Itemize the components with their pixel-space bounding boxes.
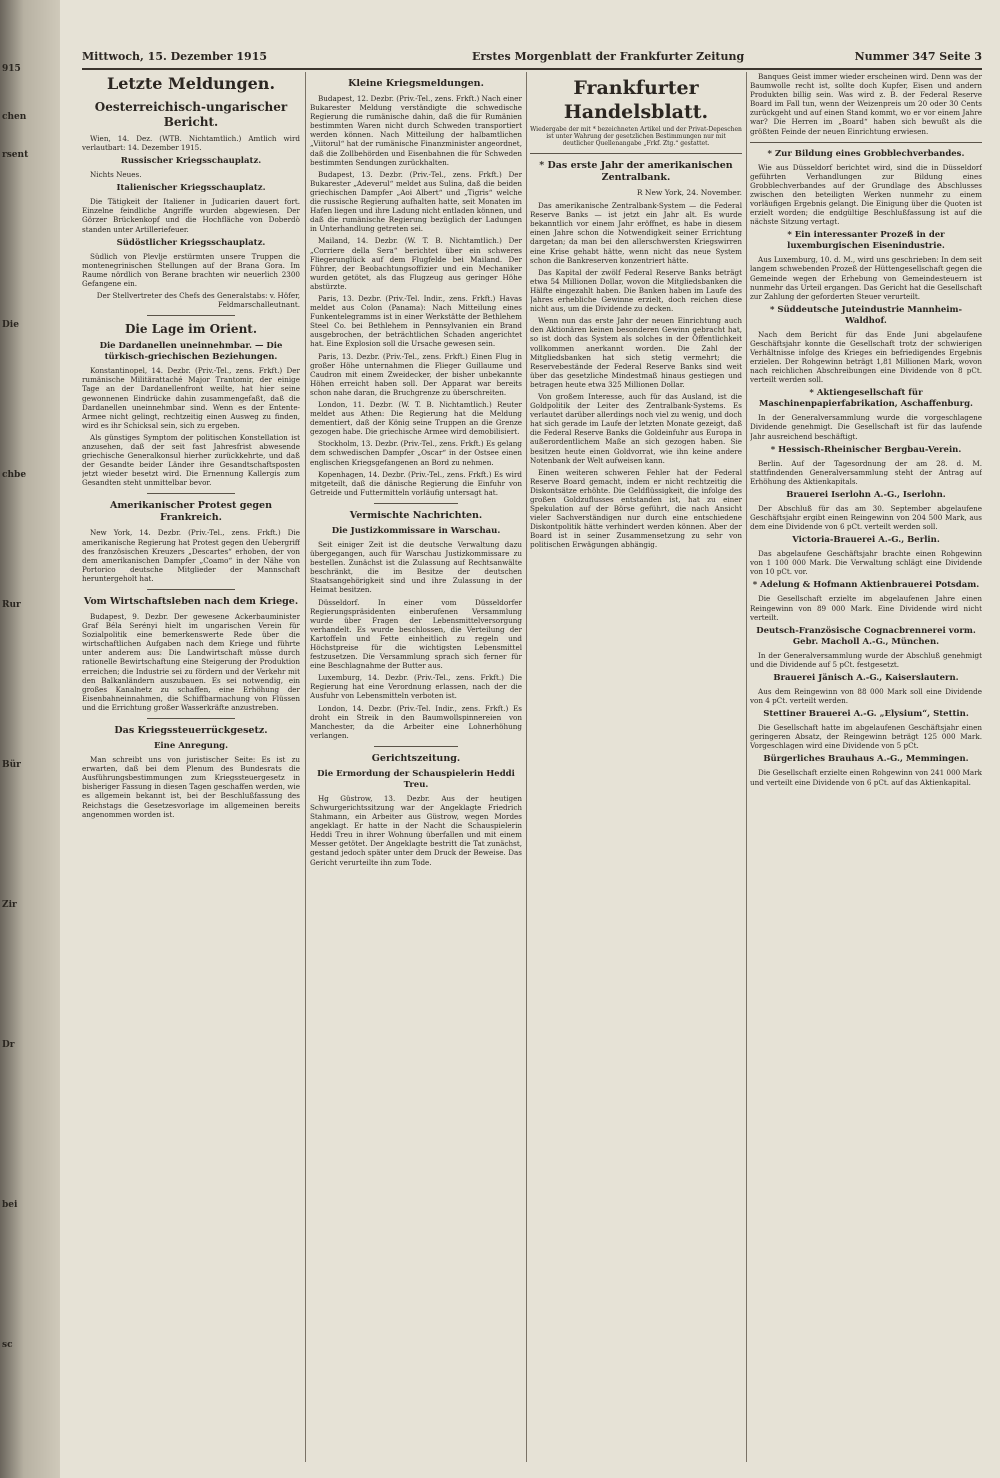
article-paragraph: Der Abschluß für das am 30. September abgelaufene Geschäftsjahr ergibt einen Reingewinn von 204 500 Mark, aus dem eine Dividende von 6 pCt. verteilt werden soll. bbox=[750, 503, 982, 532]
gutter-fragment: sc bbox=[2, 1340, 13, 1350]
section-title: Gerichtszeitung. bbox=[371, 752, 461, 764]
gutter-fragment: 915 bbox=[2, 64, 21, 74]
header-paper-title: Erstes Morgenblatt der Frankfurter Zeitung bbox=[472, 50, 745, 63]
divider bbox=[147, 315, 234, 316]
article-title: Das Kriegssteuerrückgesetz. bbox=[114, 725, 268, 737]
article-paragraph: Budapest, 13. Dezbr. (Priv.-Tel., zens. Frkft.) Der Bukarester „Adeverul“ meldet aus Sulina, daß die beiden griechischen Dampfer „Aoi Albert“ und „Tigris“ welche die russische Regierung aufhalten hatte, seit Monaten im Hafen liegen und ihre Ladung nicht entladen können, und daß die rumänische Regierung bezüglich der Ladungen in Unterhandlung getreten sei. bbox=[310, 169, 522, 234]
article-paragraph: In der Generalversammlung wurde die vorgeschlagene Dividende genehmigt. Die Gesellschaft ist für das laufende Jahr ausreichend beschäftigt. bbox=[750, 413, 982, 441]
article-paragraph: Konstantinopel, 14. Dezbr. (Priv.-Tel., zens. Frkft.) Der rumänische Militärattaché Major Trantomir, der einige Tage an der Dardanellenfront weilte, hat hier seine gewonnenen Eindrücke dahin zusammengefaßt, daß die Dardanellen uneinnehmbar sind. Wenn es der Entente-Armee nicht gelingt, rechtzeitig einen Ausweg zu finden, wird es ihr Schicksal sein, sich zu ergeben. bbox=[82, 366, 300, 430]
article-title: Amerikanischer Protest gegen Frankreich. bbox=[110, 500, 272, 524]
article-paragraph: Stockholm, 13. Dezbr. (Priv.-Tel., zens. Frkft.) Es gelang dem schwedischen Dampfer „Oscar“ in der Ostsee einen englischen Kriegsgefangenen an Bord zu nehmen. bbox=[310, 439, 522, 467]
article-paragraph: Die Tätigkeit der Italiener in Judicarien dauert fort. Einzelne feindliche Angriffe wurden abgewiesen. Der Görzer Brückenkopf und die Hochfläche von Doberdò standen unter Artilleriefeuer. bbox=[82, 197, 300, 234]
gutter-fragment: Bür bbox=[2, 760, 21, 770]
article-paragraph: Wien, 14. Dez. (WTB. Nichtamtlich.) Amtlich wird verlautbart: 14. Dezember 1915. bbox=[82, 134, 300, 153]
left-page-gutter bbox=[0, 0, 60, 1478]
article-paragraph: Südlich von Plevlje erstürmten unsere Truppen die montenegrinischen Stellungen auf der Brana Gora. Im Raume nördlich von Berane brachten wir neuerlich 2300 Gefangene ein. bbox=[82, 251, 300, 288]
article-paragraph: Aus dem Reingewinn von 88 000 Mark soll eine Dividende von 4 pCt. verteilt werden. bbox=[750, 686, 982, 706]
divider bbox=[750, 142, 982, 143]
article-paragraph: Einen weiteren schweren Fehler hat der Federal Reserve Board gemacht, indem er nicht rechtzeitig die Diskontsätze erhöhte. Die Geldflüssigkeit, die infolge des großen Goldzuflusses entstanden ist, hat zu einer Spekulation auf der Börse geführt, die nach Ansicht vieler Sachverständigen nur durch eine entschiedene Diskontpolitik hätte verhindert werden können. Aber der Board ist in seiner Zusammensetzung zu sehr von politischen Erwägungen abhängig. bbox=[530, 467, 742, 550]
article-paragraph: Nach dem Bericht für das Ende Juni abgelaufene Geschäftsjahr konnte die Gesellschaft trotz der schwierigen Verhältnisse infolge des Krieges ein befriedigendes Ergebnis erzielen. Der Rohgewinn beträgt 1,81 Millionen Mark, wovon nach reichlichen Abschreibungen eine Dividende von 8 pCt. verteilt werden soll. bbox=[750, 329, 982, 385]
article-paragraph: Das amerikanische Zentralbank-System — die Federal Reserve Banks — ist jetzt ein Jahr alt. Es wurde bekanntlich vor einem Jahr eröffnet, es habe in diesem einen Jahre schon die Notwendigkeit seiner Errichtung dargetan; da man bei den allerschwersten Kriegswirren eine Krise gehabt hätte, wenn nicht das neue System schon die Bankreserven konzentriert hätte. bbox=[530, 201, 742, 265]
gutter-fragment: bei bbox=[2, 1200, 18, 1210]
subheading: Die Justizkommissare in Warschau. bbox=[331, 525, 501, 536]
article-paragraph: Nichts Neues. bbox=[90, 170, 142, 180]
subheading: Eine Anregung. bbox=[153, 741, 229, 752]
subheading: Russischer Kriegsschauplatz. bbox=[120, 156, 262, 167]
article-paragraph: Aus Luxemburg, 10. d. M., wird uns geschrieben: In dem seit langem schwebenden Prozeß der Hüttengesellschaft gegen die Gemeinde wegen der Erhebung von Gemeindesteuern ist nunmehr das Urteil ergangen. Das Gericht hat die Gesellschaft zur Zahlung der geforderten Steuer verurteilt. bbox=[750, 255, 982, 301]
article-paragraph: Die Gesellschaft erzielte einen Rohgewinn von 241 000 Mark und verteilt eine Dividende von 6 pCt. auf das Aktienkapital. bbox=[750, 768, 982, 787]
article-paragraph: Seit einiger Zeit ist die deutsche Verwaltung dazu übergegangen, auch für Warschau Justizkommissare zu bestellen. Zunächst ist die Zulassung auf Rechtsanwälte beschränkt, die im Besitze der deutschen Staatsangehörigkeit sind und ihre Zulassung in der Heimat besitzen. bbox=[310, 539, 522, 595]
article-paragraph: Luxemburg, 14. Dezbr. (Priv.-Tel., zens. Frkft.) Die Regierung hat eine Verordnung erlassen, nach der die Ausfuhr von Lebensmitteln verboten ist. bbox=[310, 673, 522, 701]
article-paragraph: Das abgelaufene Geschäftsjahr brachte einen Rohgewinn von 1 100 000 Mark. Die Verwaltung schlägt eine Dividende von 10 pCt. vor. bbox=[750, 549, 982, 577]
article-title: Die Lage im Orient. bbox=[124, 322, 258, 337]
article-paragraph: Kopenhagen, 14. Dezbr. (Priv.-Tel., zens. Frkft.) Es wird mitgeteilt, daß die dänische Regierung die Einfuhr von Getreide und Futtermitteln vorläufig untersagt hat. bbox=[310, 469, 522, 497]
article-title: * Das erste Jahr der amerikanischen Zentralbank. bbox=[539, 160, 733, 183]
section-title: Letzte Meldungen. bbox=[106, 74, 276, 93]
notice-title: * Hessisch-Rheinischer Bergbau-Verein. bbox=[770, 444, 962, 455]
article-paragraph: Das Kapital der zwölf Federal Reserve Banks beträgt etwa 54 Millionen Dollar, wovon die Mitgliedsbanken die Hälfte eingezahlt haben. Die Banken haben im Laufe des Jahres erhebliche Gewinne erzielt, doch reichen diese nicht aus, um die Dividende zu decken. bbox=[530, 267, 742, 314]
gutter-fragment: rsent bbox=[2, 150, 29, 160]
column-commerce bbox=[530, 72, 742, 1462]
notice-title: Bürgerliches Brauhaus A.-G., Memmingen. bbox=[763, 754, 969, 765]
notice-title: * Zur Bildung eines Grobblechverbandes. bbox=[767, 148, 965, 159]
divider bbox=[374, 746, 459, 747]
section-title: Kleine Kriegsmeldungen. bbox=[348, 78, 484, 89]
column-latest-news bbox=[82, 72, 300, 1462]
notice-title: Brauerei Iserlohn A.-G., Iserlohn. bbox=[786, 489, 946, 500]
notice-title: Brauerei Jänisch A.-G., Kaiserslautern. bbox=[773, 672, 959, 683]
notice-title: * Ein interessanter Prozeß in der luxemburgischen Eisenindustrie. bbox=[787, 230, 945, 252]
gutter-fragment: Rur bbox=[2, 600, 21, 610]
gutter-fragment: chbe bbox=[2, 470, 27, 480]
article-paragraph: Wie aus Düsseldorf berichtet wird, sind die in Düsseldorf geführten Verhandlungen zur Bildung eines Grobblechverbandes auf der Grundlage des Abschlusses zwischen den beteiligten Werken nunmehr zu einem vorläufigen Ergebnis gelangt. Die Einigung über die Quoten ist erzielt worden; die endgültige Beschlußfassung ist auf die nächste Sitzung vertagt. bbox=[750, 162, 982, 227]
notice-title: * Adelung & Hofmann Aktienbrauerei Potsdam. bbox=[752, 580, 980, 591]
article-paragraph: New York, 14. Dezbr. (Priv.-Tel., zens. Frkft.) Die amerikanische Regierung hat Protest gegen den Uebergriff des französischen Kreuzers „Descartes“ erhoben, der von dem amerikanischen Dampfer „Coamo“ in der Nähe von Portorico deutsche Mitglieder der Mannschaft heruntergeholt hat. bbox=[82, 528, 300, 583]
article-paragraph: Paris, 13. Dezbr. (Priv.-Tel., zens. Frkft.) Einen Flug in großer Höhe unternahmen die Flieger Guillaume und Caudron mit einem Zweidecker, der bisher unbekannte Höhen erreicht haben soll. Der Apparat war bereits schon nahe daran, die Bruchgrenze zu überschreiten. bbox=[310, 351, 522, 397]
article-paragraph: London, 11. Dezbr. (W. T. B. Nichtamtlich.) Reuter meldet aus Athen: Die Regierung hat die Meldung dementiert, daß der König seine Truppen an die Grenze gezogen habe. Die griechische Armee wird demobilisiert. bbox=[310, 400, 522, 437]
newspaper-page bbox=[60, 0, 1000, 1478]
column-business-notices bbox=[750, 72, 982, 1462]
page-header bbox=[82, 48, 982, 70]
column-rule bbox=[305, 72, 306, 1462]
notice-title: Victoria-Brauerei A.-G., Berlin. bbox=[792, 535, 940, 546]
article-paragraph: Wenn nun das erste Jahr der neuen Einrichtung auch den Aktionären keinen besonderen Gewinn gebracht hat, so ist doch das System als solches in der Öffentlichkeit vollkommen anerkannt worden. Die Zahl der Mitgliedsbanken hat sich stetig vermehrt; die Reservebestände der Federal Reserve Banks sind weit über das gesetzliche Mindestmaß hinaus gestiegen und betragen heute etwa 325 Millionen Dollar. bbox=[530, 316, 742, 389]
article-paragraph: Paris, 13. Dezbr. (Priv.-Tel. Indir., zens. Frkft.) Havas meldet aus Colon (Panama): Nach Mitteilung eines Funkentelegramms ist in einer Werkstätte der Bethlehem Steel Co. bei Bethlehem in Pennsylvanien ein Brand ausgebrochen, der beträchtlichen Schaden angerichtet hat. Eine Explosion soll die Ursache gewesen sein. bbox=[310, 293, 522, 349]
header-page-number: Nummer 347 Seite 3 bbox=[854, 50, 982, 63]
article-title: Vom Wirtschaftsleben nach dem Kriege. bbox=[83, 596, 299, 607]
article-paragraph: Man schreibt uns von juristischer Seite: Es ist zu erwarten, daß bei dem Plenum des Bundesrats die Ausführungsbestimmungen zum Kriegssteuergesetz in bisheriger Fassung in diesen Tagen geschaffen werden, wie es allgemein bekannt ist, bei der Beschlußfassung des Reichstags die Gesetzesvorlage im allgemeinen bereits angenommen worden ist. bbox=[82, 755, 300, 819]
article-paragraph: In der Generalversammlung wurde der Abschluß genehmigt und die Dividende auf 5 pCt. festgesetzt. bbox=[750, 650, 982, 669]
section-masthead: Frankfurter Handelsblatt. bbox=[563, 77, 709, 123]
article-signature: Der Stellvertreter des Chefs des Generalstabs: v. Höfer, Feldmarschalleutnant. bbox=[96, 291, 300, 310]
divider bbox=[147, 493, 234, 494]
article-paragraph: Berlin. Auf der Tagesordnung der am 28. d. M. stattfindenden Generalversammlung steht der Antrag auf Erhöhung des Aktienkapitals. bbox=[750, 458, 982, 486]
divider bbox=[374, 503, 459, 504]
article-paragraph: Düsseldorf. In einer vom Düsseldorfer Regierungspräsidenten einberufenen Versammlung wurde über Fragen der Lebensmittelversorgung verhandelt. Es wurde beschlossen, die Verteilung der Kartoffeln und Fette einheitlich zu regeln und Höchstpreise für die wichtigsten Lebensmittel festzusetzen. Die Versammlung sprach sich ferner für eine Beschlagnahme der Butter aus. bbox=[310, 597, 522, 671]
article-title: Oesterreichisch-ungarischer Bericht. bbox=[94, 100, 288, 129]
article-paragraph: Mailand, 14. Dezbr. (W. T. B. Nichtamtlich.) Der „Corriere della Sera“ berichtet über ein schweres Fliegerunglück auf dem Flugfelde bei Mailand. Der Führer, der Beobachtungsoffizier und ein Mechaniker wurden getötet, als das Flugzeug aus geringer Höhe abstürzte. bbox=[310, 236, 522, 291]
article-paragraph: Als günstiges Symptom der politischen Konstellation ist anzusehen, daß der seit fast Jahresfrist abwesende griechische Generalkonsul hierher zurückkehrte, und daß der Gesandte beider Länder ihre Gesandtschaftsposten jetzt wieder besetzt wird. Die Ernennung Kallergis zum Gesandten steht unmittelbar bevor. bbox=[82, 432, 300, 488]
subheading: Italienischer Kriegsschauplatz. bbox=[116, 183, 266, 194]
gutter-fragment: Die bbox=[2, 320, 19, 330]
gutter-fragment: Zir bbox=[2, 900, 17, 910]
section-title: Vermischte Nachrichten. bbox=[349, 509, 483, 521]
notice-title: Deutsch-Französische Cognacbrennerei vorm. Gebr. Macholl A.-G., München. bbox=[756, 625, 976, 647]
article-paragraph: Banques Geist immer wieder erscheinen wird. Denn was der Baumwolle recht ist, sollte doch Kupfer, Eisen und andern Produkten billig sein. Was wird z. B. der Federal Reserve Board im Fall tun, wenn der Weizenpreis um 20 oder 30 Cents zurückgeht und auf einen Stand kommt, wo er vor einem Jahre war? Die Herren im „Board“ haben sich bewußt als die größten Feinde der neuen Einrichtung erwiesen. bbox=[750, 72, 982, 136]
article-paragraph: Die Gesellschaft erzielte im abgelaufenen Jahre einen Reingewinn von 89 000 Mark. Eine Dividende wird nicht verteilt. bbox=[750, 594, 982, 622]
divider bbox=[147, 718, 234, 719]
column-war-news bbox=[310, 72, 522, 1462]
header-date: Mittwoch, 15. Dezember 1915 bbox=[82, 50, 267, 63]
notice-title: * Süddeutsche Juteindustrie Mannheim-Waldhof. bbox=[769, 304, 963, 326]
column-rule bbox=[526, 72, 527, 1462]
gutter-fragment: chen bbox=[2, 112, 27, 122]
subheading: Die Ermordung der Schauspielerin Heddi Treu. bbox=[317, 768, 515, 790]
article-paragraph: Von großem Interesse, auch für das Ausland, ist die Goldpolitik der Leiter des Zentralbank-Systems. Es verlautet darüber allerdings noch viel zu wenig, und doch hat sich gerade im Laufe der letzten Monate gezeigt, daß die Federal Reserve Banks die Goldeinfuhr aus Europa in außerordentlichem Maße an sich gezogen haben. Sie besitzen heute einen Goldvorrat, wie ihn keine andere Notenbank der Welt aufweisen kann. bbox=[530, 391, 742, 465]
subheading: Die Dardanellen uneinnehmbar. — Die türkisch-griechischen Beziehungen. bbox=[99, 341, 283, 363]
notice-title: Stettiner Brauerei A.-G. „Elysium“, Stettin. bbox=[763, 709, 969, 720]
reprint-notice: Wiedergabe der mit * bezeichneten Artikel und der Privat-Depeschen ist unter Wahrung der gesetzlichen Bestimmungen nur mit deutlicher Quellenangabe „Frkf. Ztg.“ gestattet. bbox=[530, 126, 742, 147]
article-paragraph: London, 14. Dezbr. (Priv.-Tel. Indir., zens. Frkft.) Es droht ein Streik in den Baumwollspinnereien von Manchester, da die Arbeiter eine Lohnerhöhung verlangen. bbox=[310, 703, 522, 740]
divider bbox=[147, 589, 234, 590]
dateline: R New York, 24. November. bbox=[636, 188, 742, 197]
article-paragraph: Budapest, 12. Dezbr. (Priv.-Tel., zens. Frkft.) Nach einer Bukarester Meldung verständigte die schwedische Regierung die rumänische dahin, daß die für Rumänien bestimmten Waren nicht durch Schweden transportiert werden können. Nach Mitteilung der halbamtlichen „Viitorul“ hat der rumänische Finanzminister angeordnet, daß die Zollbehörden und Eisenbahnen die für Schweden bestimmten Sendungen zurückhalten. bbox=[310, 94, 522, 167]
article-paragraph: Die Gesellschaft hatte im abgelaufenen Geschäftsjahr einen geringeren Absatz, der Reingewinn beträgt 125 000 Mark. Vorgeschlagen wird eine Dividende von 5 pCt. bbox=[750, 723, 982, 751]
gutter-fragment: Dr bbox=[2, 1040, 15, 1050]
subheading: Südöstlicher Kriegsschauplatz. bbox=[116, 237, 266, 248]
divider bbox=[530, 153, 742, 154]
notice-title: * Aktiengesellschaft für Maschinenpapierfabrikation, Aschaffenburg. bbox=[758, 388, 973, 410]
article-paragraph: Hg Güstrow, 13. Dezbr. Aus der heutigen Schwurgerichtssitzung war der Angeklagte Friedrich Stahmann, ein Arbeiter aus Güstrow, wegen Mordes angeklagt. Er hatte in der Nacht die Schauspielerin Heddi Treu in ihrer Wohnung überfallen und mit einem Messer getötet. Der Angeklagte bestritt die Tat zunächst, gestand jedoch später unter dem Druck der Beweise. Das Gericht verurteilte ihn zum Tode. bbox=[310, 793, 522, 867]
column-rule bbox=[746, 72, 747, 1462]
article-paragraph: Budapest, 9. Dezbr. Der gewesene Ackerbauminister Graf Béla Serényi hielt im ungarischen Verein für Sozialpolitik eine bemerkenswerte Rede über die wirtschaftlichen Aufgaben nach dem Kriege und führte unter anderem aus: Die Landwirtschaft müsse durch rationelle Bewirtschaftung eine Steigerung der Produktion erreichen; die Industrie sei zu fördern und der Verkehr mit den Balkanländern auszubauen. Es sei notwendig, ein großes Kanalnetz zu schaffen, eine Erhöhung der Eisenbahneinnahmen, die Schiffbarmachung von Flüssen und die Errichtung großer Wasserkräfte anzustreben. bbox=[82, 612, 300, 712]
